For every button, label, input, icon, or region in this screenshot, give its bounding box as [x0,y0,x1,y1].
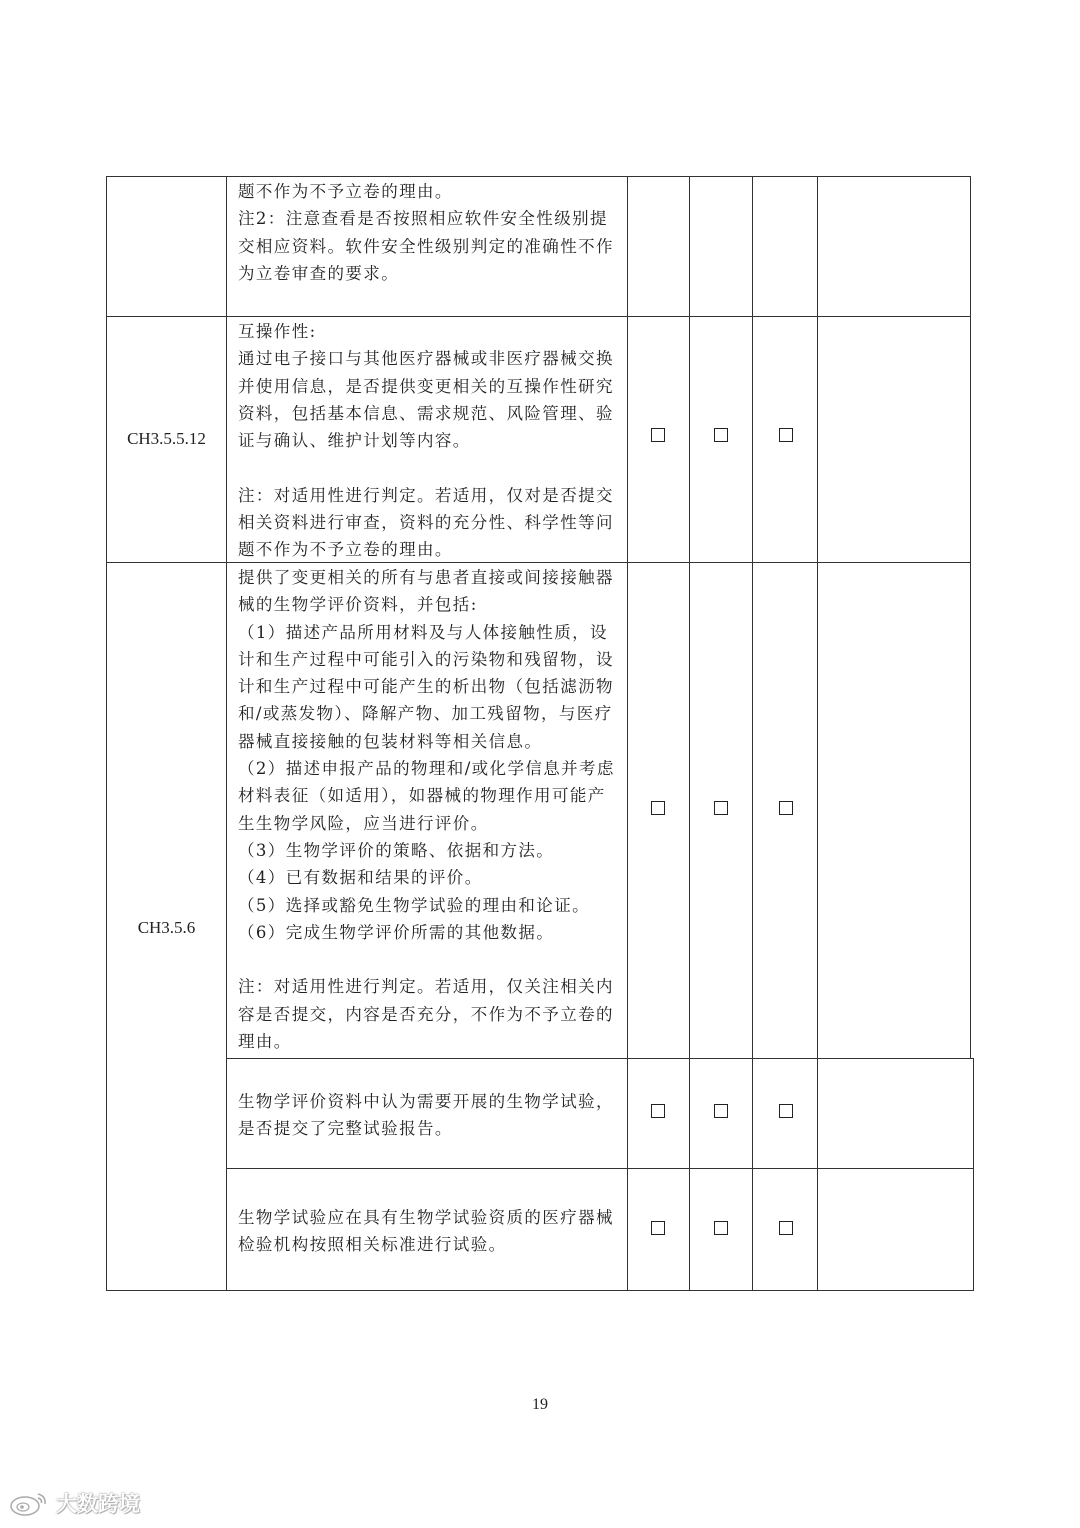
row-code: CH3.5.5.12 [127,429,206,448]
checkbox[interactable] [714,428,728,442]
watermark-text: 大数跨境 [56,1492,140,1516]
row-code: CH3.5.6 [137,918,196,937]
column-divider [689,176,690,1291]
watermark [8,1488,140,1518]
checkbox[interactable] [779,1221,793,1235]
row-requirement-text: 生物学试验应在具有生物学试验资质的医疗器械检验机构按照相关标准进行试验。 [238,1208,614,1255]
weibo-logo-icon [8,1489,50,1517]
page-number: 19 [532,1396,548,1413]
row-requirement-text: 互操作性: 通过电子接口与其他医疗器械或非医疗器械交换并使用信息，是否提供变更相关的互操作性研究资料，包括基本信息、需求规范、风险管理、验证与确认、维护计划等内容。 注：对适用性进行判定。若适用，仅对是否提交相关资料进行审查，资料的充分性、科学性等问题不作为不予立卷的理由。 [238,322,614,560]
column-divider [226,176,227,1291]
column-divider [817,176,818,1291]
checkbox[interactable] [779,801,793,815]
checkbox[interactable] [714,801,728,815]
checkbox[interactable] [714,1221,728,1235]
table-border-bottom [106,1290,974,1291]
row-requirement-text: 提供了变更相关的所有与患者直接或间接接触器械的生物学评价资料，并包括: （1）描述产品所用材料及与人体接触性质，设计和生产过程中可能引入的污染物和残留物，设计和生产过程中可能产生的析出物（包括滤沥物和/或蒸发物）、降解产物、加工残留物，与医疗器械直接接触的包装材料等相关信息。 （2）描述申报产品的物理和/或化学信息并考虑材料表征（如适用），如器械的物理作用可能产生生物学风险，应当进行评价。 （3）生物学评价的策略、依据和方法。 （4）已有数据和结果的评价。 （5）选择或豁免生物学试验的理由和论证。 （6）完成生物学评价所需的其他数据。 注：对适用性进行判定。若适用，仅关注相关内容是否提交，内容是否充分，不作为不予立卷的理由。 [238,568,615,1052]
table-border-left [106,176,107,1291]
row-requirement-text: 题不作为不予立卷的理由。 注2：注意查看是否按照相应软件安全性级别提交相应资料。软件安全性级别判定的准确性不作为立卷审查的要求。 [238,182,614,283]
row-requirement-text: 生物学评价资料中认为需要开展的生物学试验，是否提交了完整试验报告。 [238,1092,614,1139]
row-divider [226,1168,973,1169]
table-border-right [973,1058,974,1291]
checkbox[interactable] [651,428,665,442]
checkbox[interactable] [779,1104,793,1118]
column-divider [752,176,753,1291]
table-border-top [106,176,971,177]
column-divider [627,176,628,1291]
row-divider [226,1058,973,1059]
checkbox[interactable] [714,1104,728,1118]
checkbox[interactable] [779,428,793,442]
checkbox[interactable] [651,1104,665,1118]
table-border-right [970,176,971,1058]
checkbox[interactable] [651,801,665,815]
row-divider [106,316,971,317]
checkbox[interactable] [651,1221,665,1235]
